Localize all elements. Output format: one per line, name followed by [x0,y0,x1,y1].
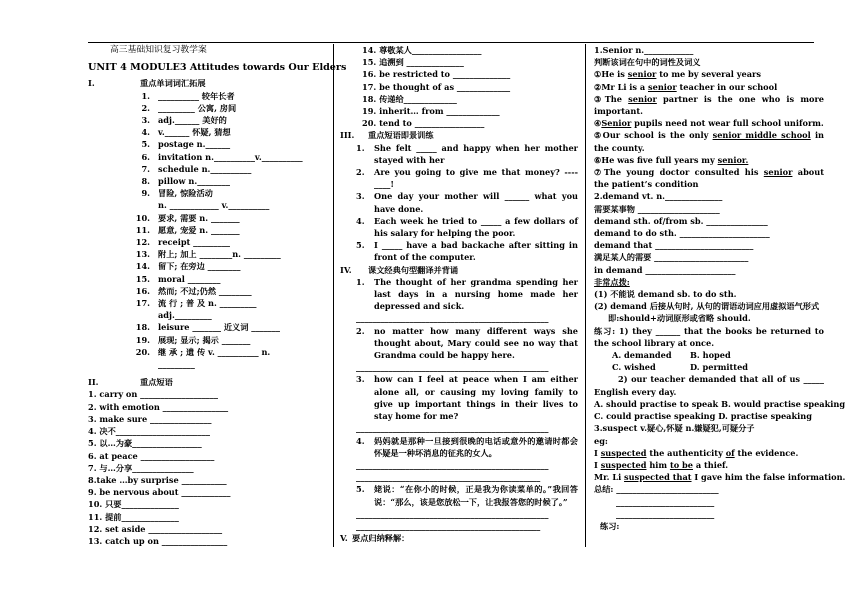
item-text: no matter how many different ways she thought about, Mary could see no way that Grandma could be happy here. [374,325,578,361]
item-text: 然而; 不过;仍然 ________ [158,285,252,296]
item-text: pillow n.________ [158,176,230,187]
item-number: 16. [135,285,150,296]
phrase-item: 20. tend to _________________ [362,118,485,129]
item-number: 4. [141,127,150,138]
item-number: 7. [141,163,150,174]
demand-line: demand that ________________________ [594,240,754,251]
item-text: moral ________ [158,273,221,284]
top-rule [88,42,814,43]
suspect-example [594,459,824,471]
senior-example [594,93,824,117]
exercise-label: 练习: [600,520,620,531]
item-number: 5. [141,139,150,150]
column-divider-1 [333,44,334,547]
unit-title: UNIT 4 MODULE3 Attitudes towards Our Elders [88,62,347,74]
section1-heading: I. 重点单词词汇拓展 [88,78,206,89]
underlined-word: senior [763,167,793,178]
vocab-item [88,309,330,321]
underlined-word: to be [669,459,693,470]
answer-line: _______________________________________________ [356,508,549,519]
item-text: _________ 公寓, 房间 [158,102,237,113]
item-text: 展现; 显示; 揭示 _______ [158,334,251,345]
example-suffix: a thief. [692,459,729,470]
section1-list [88,90,330,371]
senior-example [594,117,824,129]
demand-line: in demand ______________________ [594,264,736,275]
item-text: 继 承 ; 遗 传 v. __________ n. [158,346,271,357]
vocab-item [88,151,330,163]
item-number: 1. [356,276,365,287]
exercise-item [340,239,578,263]
vocab-item [88,138,330,150]
demand-line: demand to do sth. ______________________ [594,228,770,239]
answer-line: _____________________________________________ [356,520,541,531]
vocab-item [88,236,330,248]
item-text: I _____ have a bad backache after sitting in front of the computer. [374,240,578,263]
example-prefix: ②Mr Li is a [594,81,649,92]
phrase-item: 18. 传递给_____________ [362,93,457,104]
item-text: One day your mother will ______ what you have done. [374,191,578,214]
vocab-item [88,297,330,309]
item-number: 3. [141,115,150,126]
phrase-item: 17. be thought of as _____________ [362,81,511,92]
answer-line: _______________________________________________ [356,313,549,324]
vocab-item [88,187,330,199]
underlined-word: suspected that [624,472,692,483]
example-suffix: in the county. [594,130,825,153]
item-number: 2. [141,102,150,113]
item-number: 10. [135,212,150,223]
exercise-item [340,215,578,239]
phrase-item: 16. be restricted to ______________ [362,69,511,80]
item-text: receipt _________ [158,237,231,248]
summary-label: 总结: _________________________ [594,484,719,495]
demand-heading: 2.demand vt. n.______________ [594,191,723,202]
practice-1-options-row-2: C. wished D. permitted [612,362,749,373]
item-number: 5. [356,240,365,251]
phrase-item: 4. 决不_______________________ [88,426,210,437]
senior-example [594,81,824,93]
vocab-item [88,163,330,175]
phrase-item: 19. inherit… from _____________ [362,106,500,117]
senior-heading: 1.Senior n.____________ [594,45,694,55]
section3-heading: III. 重点短语即景训练 [340,130,434,141]
note-list [594,288,824,325]
underlined-word: suspected [600,459,647,470]
senior-example [594,129,824,153]
senior-examples [594,68,824,190]
translation-item [340,435,578,459]
item-number: 1. [141,90,150,101]
exercise-item [340,142,578,166]
example-suffix: partner is the one who is more important. [594,93,825,117]
summary-line-2: ________________________ [616,508,715,519]
item-text: schedule n.__________ [158,163,252,174]
phrase-item: 10. 只要______________ [88,499,179,510]
item-text: 留下; 在旁边 ________ [158,261,241,272]
practice-1: 练习: 1) they ______ that the books be returned to the school library at once. [594,325,824,348]
note-heading: 非常点拨: [594,276,630,287]
item-text: adj.______ 美好的 [158,115,227,126]
example-middle: I gave him the false information. [691,472,846,483]
vocab-item [88,114,330,126]
translation-item [340,373,578,422]
example-suffix: teacher in our school [676,81,778,92]
example-prefix: I [594,447,601,458]
translation-item [340,483,578,507]
suspect-examples [594,447,846,484]
vocab-item [88,212,330,224]
item-number: 11. [135,224,150,235]
item-number: 4. [356,435,365,446]
item-number: 2. [356,167,365,178]
column-right [594,44,846,532]
underlined-word: suspected [600,447,647,458]
answer-line: _______________________________________________ [356,423,549,434]
example-prefix: ①He is [594,69,628,80]
example-prefix: ⑦The young doctor consulted his [594,167,764,178]
item-text: how can I feel at peace when I am either alone all, or causing my loving family to give up important things in their lives to stay home for me? [374,374,578,422]
column-middle [340,44,578,544]
senior-example [594,154,824,166]
section5-heading: V. 要点归纳释解： [340,533,410,544]
phrase-item: 3. make sure _______________ [88,413,212,424]
vocab-item [88,334,330,346]
vocab-item [88,224,330,236]
underlined-word: of [725,447,735,458]
item-text: 姥说：“在你小的时候，正是我为你读菜单的。”我回答说：“那么，该是您放松一下，让我报答您的时候了。” [374,484,578,507]
vocab-item [88,273,330,285]
phrase-item: 1. carry on ___________________ [88,389,218,400]
practice-2-options-row-1: A. should practise to speak B. would practise speaking [594,398,846,409]
item-text: Are you going to give me that money? ---- ____! [374,167,578,190]
senior-intro: 判断该词在句中的词性及词义 [594,57,701,68]
section3-list [340,142,578,264]
item-text: She felt _____ and happy when her mother stayed with her [374,142,578,165]
phrase-item: 12. set aside __________________ [88,523,223,534]
column-left [88,44,347,547]
section2-list [88,388,330,547]
item-number: 18. [135,322,150,333]
suspect-heading: 3.suspect v.疑心,怀疑 n.嫌疑犯,可疑分子 [594,423,755,434]
item-number: 14. [135,261,150,272]
demand-line: 满足某人的需要 _______________________ [594,252,749,263]
phrase-item: 2. with emotion ________________ [88,401,229,412]
demand-line: demand sth. of/from sb. _______________ [594,215,768,226]
phrase-item: 8.take …by surprise ___________ [88,474,227,485]
item-text: 要求, 需要 n. _______ [158,212,240,223]
vocab-item [88,248,330,260]
underlined-word: senior [628,93,657,104]
item-text: 妈妈就是那种一旦接到很晚的电话或意外的邀请时都会怀疑是一种坏消息的征兆的女人。 [374,435,578,458]
senior-example [594,68,824,80]
item-number: 5. [356,484,365,495]
practice-2: 2) our teacher demanded that all of us _____ English every day. [594,374,824,397]
vocab-item [88,346,330,358]
example-suffix: the evidence. [734,447,799,458]
phrase-list-continued [340,44,578,129]
example-suffix: pupils need not wear full school uniform. [631,118,824,129]
item-number: 12. [135,237,150,248]
item-text: invitation n.__________v.__________ [158,151,303,162]
practice-1-options-row-1: A. demanded B. hoped [612,350,731,361]
vocab-item [88,358,330,370]
underlined-word: senior middle school [712,130,811,141]
item-number: 8. [141,176,150,187]
example-middle: him [646,459,670,470]
eg-label: eg: [594,435,608,446]
exercise-item [340,190,578,214]
example-middle: the authenticity [646,447,726,458]
item-text: 附上; 加上 ________n. _________ [158,249,281,260]
phrase-item: 14. 尊敬某人_________________ [362,45,482,55]
summary-line-1: ________________________ [616,496,715,507]
item-number: 13. [135,249,150,260]
practice-2-options-row-2: C. could practise speaking D. practise speaking [594,411,812,422]
answer-line: _____________________________________________ [356,472,541,483]
example-prefix: I [594,459,601,470]
phrase-item: 13. catch up on ________________ [88,535,228,546]
note-line: (1) 不能说 demand sb. to do sth. [594,289,737,300]
underlined-word: senior [648,81,677,92]
vocab-item [88,199,330,211]
item-text: leisure _______ 近义词 _______ [158,322,280,333]
item-number: 17. [135,298,150,309]
example-prefix: ⑤Our school is the only [594,130,713,141]
item-text: Each week he tried to _____ a few dollars of his salary for helping the poor. [374,215,578,239]
suspect-example [594,447,824,459]
column-divider-2 [585,44,586,547]
vocab-item [88,126,330,138]
example-prefix: ③The [594,93,629,104]
vocab-item [88,321,330,333]
answer-line: _______________________________________________ [356,362,549,373]
senior-example [594,166,824,190]
item-number: 3. [356,191,365,202]
item-text: postage n.______ [158,139,231,150]
section4-heading: IV. 课文经典句型翻译并背诵 [340,264,459,275]
item-text: n. ____________ v.__________ [158,200,270,211]
translation-item [340,325,578,362]
vocab-item [88,90,330,102]
item-number: 1. [356,142,365,153]
item-text: _________ [158,359,195,370]
translation-item [340,276,578,313]
item-number: 4. [356,215,365,226]
phrase-item: 11. 提前______________ [88,511,179,522]
vocab-item [88,260,330,272]
phrase-item: 15. 追溯到 ______________ [362,57,464,68]
item-text: 流 行 ; 普 及 n. _________ [158,298,257,309]
example-suffix: to me by several years [656,69,761,80]
exercise-item [340,166,578,190]
item-number: 9. [141,188,150,199]
item-text: 冒险, 惊险活动 [158,188,213,199]
vocab-item [88,102,330,114]
item-number: 20. [135,346,150,357]
example-prefix: ⑥He was five full years my [594,154,718,165]
item-number: 2. [356,325,365,336]
item-text: The thought of her grandma spending her last days in a nursing home made her depressed and sick. [374,276,578,312]
item-text: v.______ 怀疑, 猜想 [158,127,231,138]
item-number: 15. [135,273,150,284]
item-text: adj._________ [158,310,212,321]
answer-line: _______________________________________________ [356,459,549,470]
phrase-item: 7. 与…分享_______________ [88,462,194,473]
phrase-item: 6. at peace __________________ [88,450,215,461]
item-number: 6. [141,151,150,162]
section4-list [340,276,578,532]
underlined-word: Senior [601,118,632,129]
item-text: __________ 较年长者 [158,90,235,101]
example-prefix: Mr. Li [594,472,625,483]
underlined-word: senior. [717,154,749,165]
item-number: 19. [135,334,150,345]
doc-title: 高三基础知识复习教学案 [110,45,207,55]
note-line: (2) demand 后接从句时, 从句的谓语动词应用虚拟语气形式即:should+动词原形或省略 should. [594,301,820,324]
phrase-item: 5. 以…为豪_________________ [88,438,202,449]
example-prefix: ④ [594,118,602,129]
suspect-example [594,471,846,483]
underlined-word: senior [627,69,657,80]
example-suffix: about the patient’s condition [594,167,824,190]
phrase-item: 9. be nervous about ____________ [88,487,231,498]
demand-line: 需要某事物 ____________________ [594,203,720,214]
demand-list [594,203,824,276]
vocab-item [88,175,330,187]
item-number: 3. [356,374,365,385]
vocab-item [88,285,330,297]
item-text: 愿意, 宠爱 n. _______ [158,224,240,235]
section2-heading: II. 重点短语 [88,377,173,388]
